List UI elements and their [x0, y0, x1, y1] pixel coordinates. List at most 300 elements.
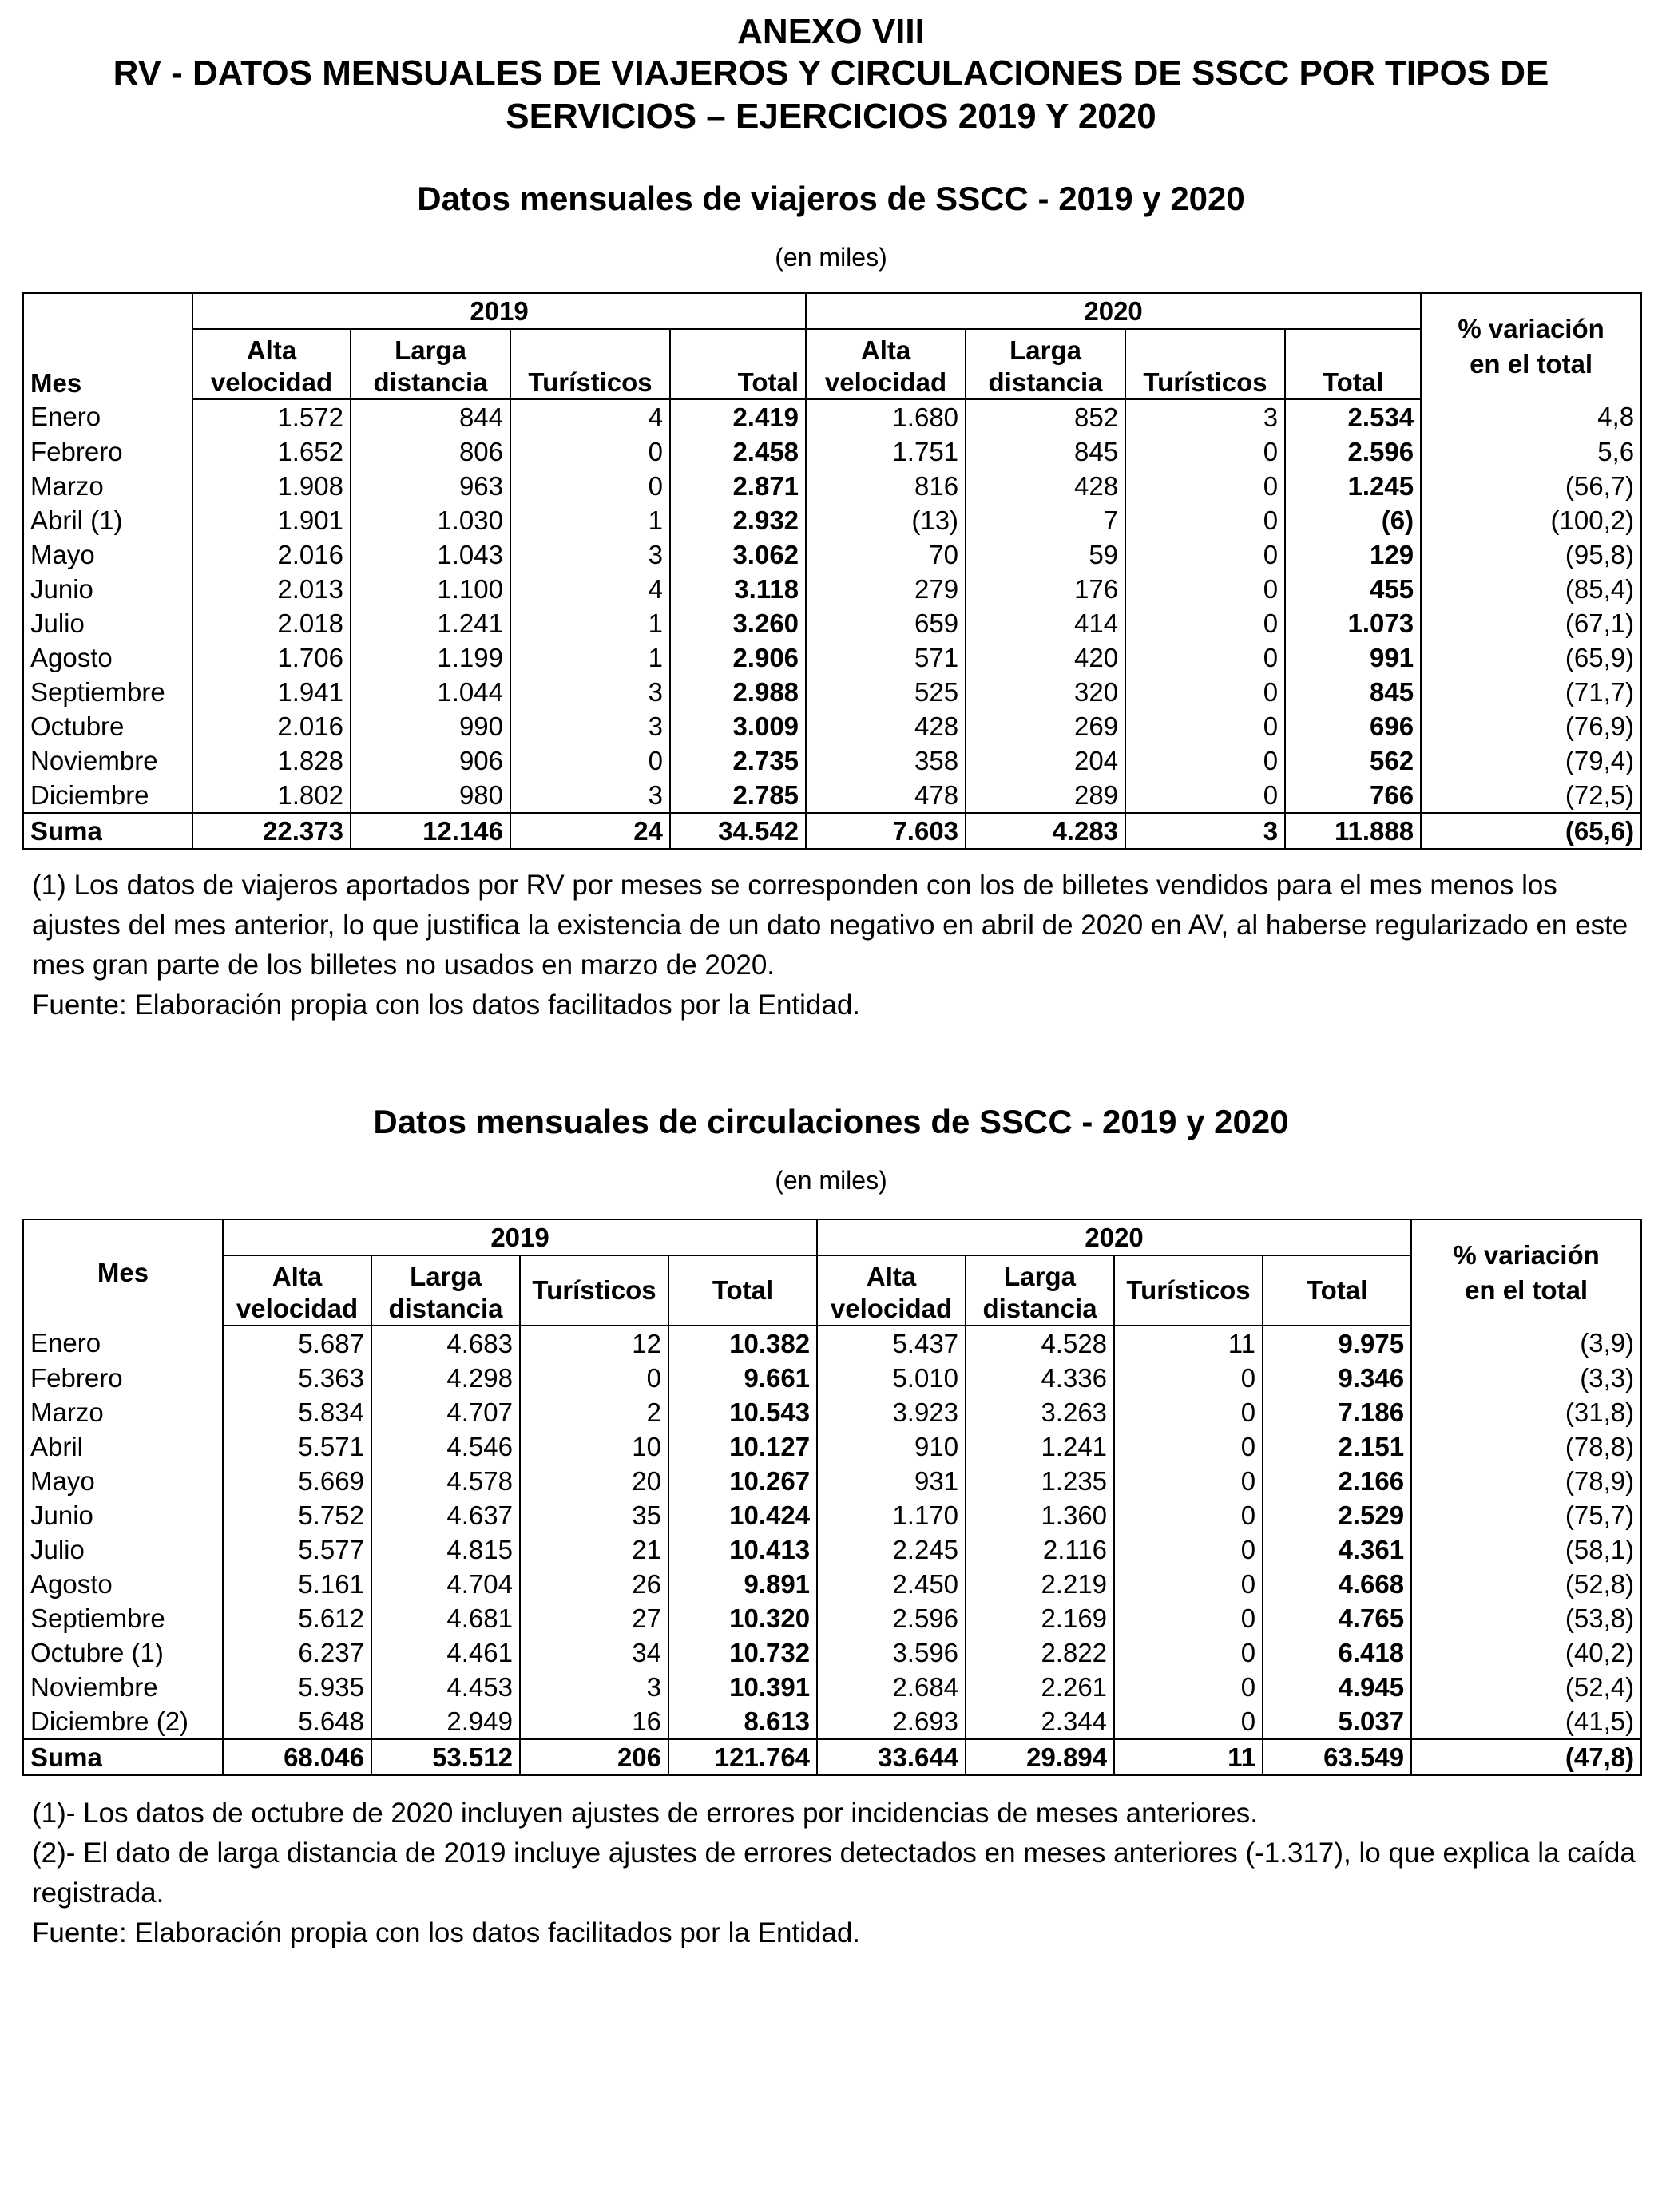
cell-tu20: 0	[1114, 1429, 1263, 1464]
cell-tu20: 11	[1114, 1739, 1263, 1775]
cell-ld19: 1.043	[351, 537, 510, 572]
cell-tot19: 2.419	[670, 399, 806, 434]
cell-av19: 2.018	[192, 606, 351, 640]
cell-av19: 5.648	[223, 1704, 371, 1739]
cell-mes: Marzo	[23, 1395, 223, 1429]
cell-mes: Mayo	[23, 537, 192, 572]
cell-tot19: 3.062	[670, 537, 806, 572]
column-header-mes	[23, 1219, 223, 1326]
travelers-source: Fuente: Elaboración propia con los datos facilitados por la Entidad.	[32, 989, 861, 1021]
cell-tot19: 9.661	[668, 1361, 817, 1395]
cell-tu20: 0	[1125, 675, 1285, 709]
cell-tot19: 10.391	[668, 1670, 817, 1704]
cell-tot20: 2.151	[1263, 1429, 1411, 1464]
cell-ld20: 4.283	[966, 813, 1125, 849]
cell-ld19: 4.461	[371, 1635, 520, 1670]
cell-tu19: 1	[510, 503, 670, 537]
cell-ld20: 2.219	[966, 1567, 1114, 1601]
cell-tu19: 4	[510, 399, 670, 434]
cell-ld20: 845	[966, 434, 1125, 469]
cell-tot20: 1.245	[1285, 469, 1421, 503]
cell-tot20: 4.668	[1263, 1567, 1411, 1601]
cell-var: (40,2)	[1411, 1635, 1641, 1670]
cell-av20: 571	[806, 640, 966, 675]
cell-tot20: 2.534	[1285, 399, 1421, 434]
cell-ld20: 428	[966, 469, 1125, 503]
cell-ld19: 53.512	[371, 1739, 520, 1775]
cell-tu19: 12	[520, 1326, 668, 1361]
table-row	[23, 709, 1641, 743]
cell-tot20: 4.765	[1263, 1601, 1411, 1635]
cell-mes: Enero	[23, 399, 192, 434]
cell-ld20: 320	[966, 675, 1125, 709]
table-row	[23, 1464, 1641, 1498]
cell-ld19: 1.241	[351, 606, 510, 640]
cell-tot20: 845	[1285, 675, 1421, 709]
column-header-mes-label: Mes	[30, 368, 82, 398]
cell-tot20: 766	[1285, 778, 1421, 813]
cell-mes: Noviembre	[23, 743, 192, 778]
cell-var: (31,8)	[1411, 1395, 1641, 1429]
travelers-notes	[32, 866, 1637, 1025]
cell-tu20: 0	[1114, 1670, 1263, 1704]
cell-mes: Suma	[23, 813, 192, 849]
cell-av20: 659	[806, 606, 966, 640]
cell-mes: Octubre	[23, 709, 192, 743]
cell-av20: 279	[806, 572, 966, 606]
cell-tot20: 6.418	[1263, 1635, 1411, 1670]
column-header-total-2019: Total	[670, 329, 806, 399]
cell-av19: 1.901	[192, 503, 351, 537]
column-header-larga-distancia-2020	[966, 1255, 1114, 1326]
table-sum-row	[23, 1739, 1641, 1775]
cell-tu20: 0	[1114, 1635, 1263, 1670]
cell-tot20: 991	[1285, 640, 1421, 675]
cell-av20: 3.596	[817, 1635, 966, 1670]
cell-ld19: 980	[351, 778, 510, 813]
cell-tu19: 1	[510, 640, 670, 675]
cell-tu19: 16	[520, 1704, 668, 1739]
cell-ld20: 2.261	[966, 1670, 1114, 1704]
cell-ld19: 844	[351, 399, 510, 434]
cell-tot20: 129	[1285, 537, 1421, 572]
cell-av19: 5.571	[223, 1429, 371, 1464]
cell-av20: 2.245	[817, 1532, 966, 1567]
table-row	[23, 743, 1641, 778]
cell-tu20: 0	[1125, 640, 1285, 675]
cell-tot19: 10.382	[668, 1326, 817, 1361]
cell-tu20: 0	[1114, 1704, 1263, 1739]
cell-tot20: 1.073	[1285, 606, 1421, 640]
cell-tot20: 11.888	[1285, 813, 1421, 849]
cell-var: (78,9)	[1411, 1464, 1641, 1498]
travelers-table	[22, 292, 1642, 850]
column-header-year-2019: 2019	[192, 293, 806, 329]
cell-av20: 1.751	[806, 434, 966, 469]
cell-tu19: 3	[510, 709, 670, 743]
cell-av20: 816	[806, 469, 966, 503]
cell-av20: 5.010	[817, 1361, 966, 1395]
cell-tu20: 0	[1114, 1498, 1263, 1532]
document-title-line-1: RV - DATOS MENSUALES DE VIAJEROS Y CIRCULACIONES DE SSCC POR TIPOS DE	[113, 54, 1549, 93]
cell-tu20: 0	[1114, 1361, 1263, 1395]
cell-ld20: 269	[966, 709, 1125, 743]
cell-av20: 428	[806, 709, 966, 743]
cell-ld20: 2.822	[966, 1635, 1114, 1670]
cell-mes: Noviembre	[23, 1670, 223, 1704]
cell-tot20: 63.549	[1263, 1739, 1411, 1775]
table-row	[23, 1532, 1641, 1567]
cell-tu20: 0	[1125, 778, 1285, 813]
cell-tu20: 0	[1114, 1532, 1263, 1567]
cell-ld19: 4.546	[371, 1429, 520, 1464]
header-label-line: velocidad	[830, 1294, 953, 1323]
cell-ld19: 12.146	[351, 813, 510, 849]
cell-ld19: 1.030	[351, 503, 510, 537]
column-header-turisticos-2019: Turísticos	[520, 1255, 668, 1326]
cell-tu19: 27	[520, 1601, 668, 1635]
column-header-variacion-line2: en el total	[1465, 1275, 1589, 1305]
cell-var: (85,4)	[1421, 572, 1641, 606]
cell-tot19: 10.424	[668, 1498, 817, 1532]
column-header-variacion-line1: % variación	[1453, 1240, 1600, 1270]
header-label-line: distancia	[988, 367, 1103, 397]
circulations-footnote-2: (2)- El dato de larga distancia de 2019 incluye ajustes de errores detectados en meses anteriores (-1.317), lo que explica la caída registrada.	[32, 1837, 1636, 1909]
table-row	[23, 503, 1641, 537]
column-header-alta-velocidad-2020	[817, 1255, 966, 1326]
cell-mes: Junio	[23, 572, 192, 606]
cell-tot20: 2.166	[1263, 1464, 1411, 1498]
cell-tu19: 34	[520, 1635, 668, 1670]
column-header-alta-velocidad-2019	[192, 329, 351, 399]
column-header-variacion	[1421, 293, 1641, 399]
cell-tot19: 2.871	[670, 469, 806, 503]
cell-av19: 1.802	[192, 778, 351, 813]
cell-av20: 33.644	[817, 1739, 966, 1775]
cell-tu20: 0	[1114, 1567, 1263, 1601]
circulations-footnote-1: (1)- Los datos de octubre de 2020 incluyen ajustes de errores por incidencias de meses anteriores.	[32, 1798, 1259, 1829]
cell-tot20: 2.529	[1263, 1498, 1411, 1532]
cell-var: 4,8	[1421, 399, 1641, 434]
column-header-larga-distancia-2019	[371, 1255, 520, 1326]
column-header-larga-distancia-2019	[351, 329, 510, 399]
cell-mes: Diciembre (2)	[23, 1704, 223, 1739]
cell-tot19: 10.543	[668, 1395, 817, 1429]
cell-tot19: 2.785	[670, 778, 806, 813]
cell-ld20: 176	[966, 572, 1125, 606]
cell-tot19: 2.458	[670, 434, 806, 469]
cell-var: (75,7)	[1411, 1498, 1641, 1532]
cell-tot20: 696	[1285, 709, 1421, 743]
cell-mes: Octubre (1)	[23, 1635, 223, 1670]
header-label-line: velocidad	[236, 1294, 359, 1323]
cell-ld20: 289	[966, 778, 1125, 813]
cell-mes: Suma	[23, 1739, 223, 1775]
cell-tot20: 7.186	[1263, 1395, 1411, 1429]
cell-av19: 2.016	[192, 709, 351, 743]
cell-tu19: 3	[510, 778, 670, 813]
cell-ld20: 204	[966, 743, 1125, 778]
cell-av19: 2.016	[192, 537, 351, 572]
cell-av19: 1.572	[192, 399, 351, 434]
cell-ld19: 806	[351, 434, 510, 469]
table-row	[23, 606, 1641, 640]
cell-tu19: 24	[510, 813, 670, 849]
cell-tot19: 10.413	[668, 1532, 817, 1567]
cell-ld20: 4.336	[966, 1361, 1114, 1395]
cell-av20: 910	[817, 1429, 966, 1464]
column-header-variacion	[1411, 1219, 1641, 1326]
cell-av19: 6.237	[223, 1635, 371, 1670]
cell-mes: Diciembre	[23, 778, 192, 813]
table-row	[23, 1567, 1641, 1601]
table-row	[23, 778, 1641, 813]
cell-var: (65,9)	[1421, 640, 1641, 675]
cell-tu20: 0	[1125, 469, 1285, 503]
cell-ld20: 2.169	[966, 1601, 1114, 1635]
cell-var: (53,8)	[1411, 1601, 1641, 1635]
header-label-line: Alta	[272, 1262, 323, 1291]
cell-var: (67,1)	[1421, 606, 1641, 640]
cell-var: (76,9)	[1421, 709, 1641, 743]
cell-tu20: 0	[1125, 503, 1285, 537]
cell-tu19: 21	[520, 1532, 668, 1567]
cell-mes: Abril	[23, 1429, 223, 1464]
cell-tu20: 0	[1114, 1395, 1263, 1429]
cell-ld19: 4.707	[371, 1395, 520, 1429]
cell-mes: Marzo	[23, 469, 192, 503]
cell-var: (3,9)	[1411, 1326, 1641, 1361]
cell-tu19: 10	[520, 1429, 668, 1464]
cell-tot20: 9.975	[1263, 1326, 1411, 1361]
cell-mes: Septiembre	[23, 675, 192, 709]
cell-ld20: 420	[966, 640, 1125, 675]
cell-var: (71,7)	[1421, 675, 1641, 709]
header-label-line: velocidad	[824, 367, 947, 397]
cell-tot19: 3.009	[670, 709, 806, 743]
cell-av19: 2.013	[192, 572, 351, 606]
cell-tot19: 2.988	[670, 675, 806, 709]
table-row	[23, 469, 1641, 503]
cell-tot19: 34.542	[670, 813, 806, 849]
cell-tot20: (6)	[1285, 503, 1421, 537]
cell-var: (47,8)	[1411, 1739, 1641, 1775]
cell-av19: 1.828	[192, 743, 351, 778]
cell-av19: 1.941	[192, 675, 351, 709]
table-row	[23, 1498, 1641, 1532]
cell-av20: 2.596	[817, 1601, 966, 1635]
cell-av20: 1.170	[817, 1498, 966, 1532]
cell-mes: Julio	[23, 606, 192, 640]
cell-var: (52,8)	[1411, 1567, 1641, 1601]
cell-av19: 5.577	[223, 1532, 371, 1567]
cell-mes: Febrero	[23, 434, 192, 469]
cell-ld19: 990	[351, 709, 510, 743]
cell-tot20: 4.361	[1263, 1532, 1411, 1567]
cell-ld19: 4.815	[371, 1532, 520, 1567]
cell-tu19: 0	[510, 743, 670, 778]
column-header-year-2020: 2020	[806, 293, 1421, 329]
cell-tot20: 9.346	[1263, 1361, 1411, 1395]
travelers-table-title: Datos mensuales de viajeros de SSCC - 2019 y 2020	[417, 180, 1245, 217]
cell-av20: 5.437	[817, 1326, 966, 1361]
cell-av20: 358	[806, 743, 966, 778]
cell-ld20: 4.528	[966, 1326, 1114, 1361]
circulations-units: (en miles)	[775, 1166, 887, 1195]
header-label-line: Larga	[1004, 1262, 1076, 1291]
cell-av19: 5.612	[223, 1601, 371, 1635]
cell-ld19: 4.683	[371, 1326, 520, 1361]
cell-mes: Enero	[23, 1326, 223, 1361]
table-sum-row	[23, 813, 1641, 849]
travelers-footnote: (1) Los datos de viajeros aportados por RV por meses se corresponden con los de billetes vendidos para el mes menos los ajustes del mes anterior, lo que justifica la existencia de un dato negativo en abril de 2020 en AV, al haberse regularizado en este mes gran parte de los billetes no usados en marzo de 2020.	[32, 870, 1628, 981]
cell-tot19: 121.764	[668, 1739, 817, 1775]
cell-tot19: 10.267	[668, 1464, 817, 1498]
cell-mes: Junio	[23, 1498, 223, 1532]
cell-ld19: 4.704	[371, 1567, 520, 1601]
column-header-alta-velocidad-2020	[806, 329, 966, 399]
cell-tu19: 0	[520, 1361, 668, 1395]
cell-av19: 22.373	[192, 813, 351, 849]
table-row	[23, 537, 1641, 572]
cell-ld20: 3.263	[966, 1395, 1114, 1429]
cell-tu20: 3	[1125, 399, 1285, 434]
table-row	[23, 1395, 1641, 1429]
cell-var: (41,5)	[1411, 1704, 1641, 1739]
cell-ld19: 4.578	[371, 1464, 520, 1498]
cell-tu19: 3	[520, 1670, 668, 1704]
cell-av20: 70	[806, 537, 966, 572]
column-header-mes	[23, 293, 192, 399]
table-row	[23, 1429, 1641, 1464]
cell-ld19: 4.681	[371, 1601, 520, 1635]
cell-ld20: 852	[966, 399, 1125, 434]
cell-mes: Abril (1)	[23, 503, 192, 537]
cell-av19: 5.687	[223, 1326, 371, 1361]
circulations-table	[22, 1219, 1642, 1776]
cell-ld19: 1.199	[351, 640, 510, 675]
circulations-table-body	[23, 1326, 1641, 1775]
cell-av20: 478	[806, 778, 966, 813]
cell-av19: 5.669	[223, 1464, 371, 1498]
column-header-turisticos-2020: Turísticos	[1114, 1255, 1263, 1326]
cell-av19: 68.046	[223, 1739, 371, 1775]
header-label-line: Larga	[1009, 335, 1081, 365]
cell-ld19: 963	[351, 469, 510, 503]
cell-av20: 525	[806, 675, 966, 709]
cell-tu19: 0	[510, 469, 670, 503]
cell-ld20: 1.241	[966, 1429, 1114, 1464]
cell-tu20: 11	[1114, 1326, 1263, 1361]
cell-av20: 2.693	[817, 1704, 966, 1739]
cell-ld20: 1.360	[966, 1498, 1114, 1532]
circulations-notes	[32, 1794, 1637, 1953]
cell-mes: Septiembre	[23, 1601, 223, 1635]
cell-av20: 3.923	[817, 1395, 966, 1429]
cell-av19: 1.652	[192, 434, 351, 469]
cell-var: (58,1)	[1411, 1532, 1641, 1567]
cell-tu19: 1	[510, 606, 670, 640]
cell-tot20: 5.037	[1263, 1704, 1411, 1739]
header-label-line: Alta	[246, 335, 297, 365]
cell-tot20: 4.945	[1263, 1670, 1411, 1704]
cell-tot20: 455	[1285, 572, 1421, 606]
cell-ld20: 2.344	[966, 1704, 1114, 1739]
column-header-mes-label: Mes	[97, 1258, 149, 1287]
cell-mes: Agosto	[23, 640, 192, 675]
cell-av20: 7.603	[806, 813, 966, 849]
cell-tot19: 2.735	[670, 743, 806, 778]
cell-var: (78,8)	[1411, 1429, 1641, 1464]
cell-tu20: 0	[1125, 709, 1285, 743]
cell-ld20: 2.116	[966, 1532, 1114, 1567]
cell-ld19: 4.453	[371, 1670, 520, 1704]
cell-av20: 2.684	[817, 1670, 966, 1704]
cell-ld19: 4.637	[371, 1498, 520, 1532]
cell-tu19: 2	[520, 1395, 668, 1429]
cell-ld19: 2.949	[371, 1704, 520, 1739]
table-row	[23, 640, 1641, 675]
table-row	[23, 1326, 1641, 1361]
cell-var: (56,7)	[1421, 469, 1641, 503]
cell-tu20: 0	[1114, 1601, 1263, 1635]
travelers-units: (en miles)	[775, 243, 887, 272]
cell-var: (72,5)	[1421, 778, 1641, 813]
document-title-line-2: SERVICIOS – EJERCICIOS 2019 Y 2020	[506, 97, 1156, 136]
column-header-alta-velocidad-2019	[223, 1255, 371, 1326]
cell-av19: 5.752	[223, 1498, 371, 1532]
cell-mes: Febrero	[23, 1361, 223, 1395]
cell-tu19: 206	[520, 1739, 668, 1775]
cell-ld19: 1.044	[351, 675, 510, 709]
cell-av19: 1.908	[192, 469, 351, 503]
cell-ld20: 414	[966, 606, 1125, 640]
cell-av19: 5.161	[223, 1567, 371, 1601]
cell-av20: 2.450	[817, 1567, 966, 1601]
cell-tu19: 26	[520, 1567, 668, 1601]
column-header-year-2019: 2019	[223, 1219, 817, 1255]
table-row	[23, 1635, 1641, 1670]
cell-av19: 5.363	[223, 1361, 371, 1395]
cell-tot19: 8.613	[668, 1704, 817, 1739]
cell-tu20: 0	[1125, 606, 1285, 640]
cell-var: (3,3)	[1411, 1361, 1641, 1395]
cell-tot19: 2.932	[670, 503, 806, 537]
cell-var: (79,4)	[1421, 743, 1641, 778]
cell-av20: 1.680	[806, 399, 966, 434]
cell-ld20: 1.235	[966, 1464, 1114, 1498]
cell-tot20: 562	[1285, 743, 1421, 778]
cell-tu20: 0	[1125, 572, 1285, 606]
table-row	[23, 1670, 1641, 1704]
column-header-variacion-line2: en el total	[1470, 349, 1593, 379]
cell-tu20: 0	[1125, 434, 1285, 469]
cell-mes: Agosto	[23, 1567, 223, 1601]
cell-tu19: 3	[510, 537, 670, 572]
cell-tot20: 2.596	[1285, 434, 1421, 469]
column-header-turisticos-2020: Turísticos	[1125, 329, 1285, 399]
column-header-total-2020: Total	[1285, 329, 1421, 399]
cell-tu19: 4	[510, 572, 670, 606]
column-header-variacion-line1: % variación	[1458, 314, 1604, 343]
cell-var: 5,6	[1421, 434, 1641, 469]
cell-tot19: 10.127	[668, 1429, 817, 1464]
header-label-line: distancia	[388, 1294, 503, 1323]
cell-tu20: 3	[1125, 813, 1285, 849]
cell-ld19: 4.298	[371, 1361, 520, 1395]
header-label-line: Larga	[410, 1262, 482, 1291]
cell-tu20: 0	[1125, 537, 1285, 572]
